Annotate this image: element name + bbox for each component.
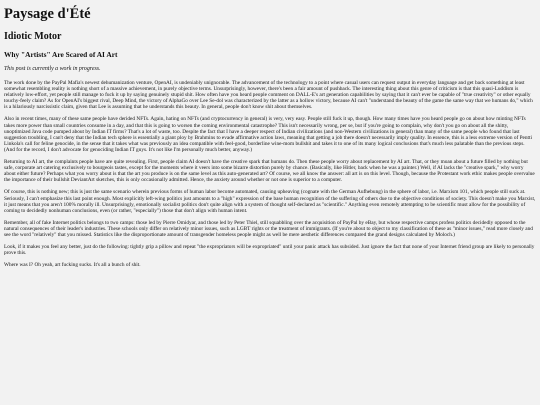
article-paragraph: Remember, all of fake Internet politics belongs to two camps: those led by Pierre Omidyar, and those led by Peter Thiel, still squabbling over the acquisition of PayPal by eBay, but whose respective camps profess politics decidedly opposed to the natural consequences of their leader's industries. These schools only differ on relatively minor issues, such as LGBT rights or the treatment of immigrants. (If you're about to object to my classification of these as "minor issues," read more closely and see the word "relatively" that you missed. Statistics like the disproportionate amount of transgender homeless people might as well be mere aesthetic differences compared the grand designs calculated by Moloch.) — [4, 219, 533, 238]
article-paragraph: Returning to AI art, the complaints people have are quite revealing. First, people claim AI doesn't have the creative spark that humans do. Then these people worry about replacement by AI art. That, or they moan about a future filled by nothing but safe, corporate art catering exclusively to bourgeois tastes, except for the moments where it veers into some bizarre distortion purely by chance. (Basically, like Hitler, back when he was a painter.) Well, if AI lacks the "creative spark," why worry about either future? Perhaps what you worry about is that the art you produce is on the same level as this auto-generated art? Of course, we all know the answer: all art is on this level. Though, because the Protestant work ethic makes people overvalue the importance of their bullshit DeviantArt sketches, this is only occasionally admitted. Hence, the anxiety around whether or not one is superior to a computer. — [4, 159, 535, 184]
article-paragraph: Also in recent times, many of these same people have derided NFTs. Again, hating on NFTs (and cryptocurrency in general) is very, very easy. People still fuck it up, though. How many times have you heard people go on about how minting NFTs takes more power than small countries consume in a day, and that this is going to worsen the coming environmental catastrophe? This isn't necessarily wrong, per se, but if you're going to complain, why don't you go on about all the shitty, unoptimized Java code pumped about by Indian IT firms? That's a lot of waste, too. Despite the fact that I have a deeper respect of Indian civilizations (and non-Western civilizations in general) than many of the same people who found that last suggestion troubling, I can't deny that the Indian tech sphere is essentially a giant ploy by Brahmins to evade affirmative action laws, meaning that getting a job there doesn't necessarily imply quality. In essence, this is a less extreme version of Pentti Linkola's call for feline genocide, in the sense that it takes what was previously an idea compatible with feel-good, borderline wine-mom bullshit and takes it to one of its many logical conclusions that's much less palatable than the previous steps. (And for the record, I don't advocate for genociding Indian IT guys. It's not like I'm personally much better, anyway.) — [4, 116, 532, 153]
article-paragraph: Of course, this is nothing new; this is just the same scenario wherein previous forms of human labor become automated, causing upheaving (cognate with the German Aufhebung) in the sphere of labor, i.e. Marxism 101, which people still suck at. Seriously, I can't emphasize this last point enough. Most explicitly left-wing politics just amounts to a "high" expression of the base human recognition of the suffering of others due to the objective conditions of society. This doesn't make you Marxist, it just means that you aren't 100% morally ill. Unsurprisingly, emotionally socialist politics don't quite align with a system of thought self-declared as "scientific." Anything even remotely attempting to be scientific must allow for the possibility of coming to decidedly nonhuman conclusions, even (or rather, "especially") those that don't align with human intent. — [4, 189, 536, 214]
section-title: Idiotic Motor — [4, 31, 62, 42]
article-paragraph: Where was I? Oh yeah, art fucking sucks. It's all a bunch of shit. — [4, 262, 141, 269]
work-in-progress-note: This post is currently a work in progress. — [4, 66, 101, 72]
article-paragraph: Look, if it makes you feel any better, just do the following: tightly grip a pillow and repeat "the expropriators will be expropriated" until your panic attack has subsided. Just ignore the fact that none of your Internet friend group are likely to personally prove this. — [4, 244, 535, 257]
site-title: Paysage d'Été — [4, 6, 91, 22]
article-title: Why "Artists" Are Scared of AI Art — [4, 50, 118, 59]
article-paragraph: The work done by the PayPal Mafia's newest dehumanization venture, OpenAI, is undeniably unignorable. The advancement of the technology to a point where casual users can request output in everyday language and get back something at least somewhat resembling reality is nothing short of a massive achievement, in purely objective terms. Unsurprisingly, however, there's been a fair amount of pushback. The interesting thing about this genre of criticism is that this quasi-Luddism is relatively low-effort, yet people still manage to fuck it up by saying genuinely stupid shit. How often have you heard people comment on DALL-E's art generation capabilities by saying that it can't ever be capable of "true creativity" or other equally touchy-feely claim? As for OpenAI's biggest rival, Deep Mind, the victory of AlphaGo over Lee Se-dol was characterized by the latter as a hollow victory, because AI can't "understand the beauty of the game the same way that we humans do," which is a hilariously narcissistic claim, given that Lee is assuming that he understands this beauty. In general, people don't know shit about themselves. — [4, 80, 533, 111]
